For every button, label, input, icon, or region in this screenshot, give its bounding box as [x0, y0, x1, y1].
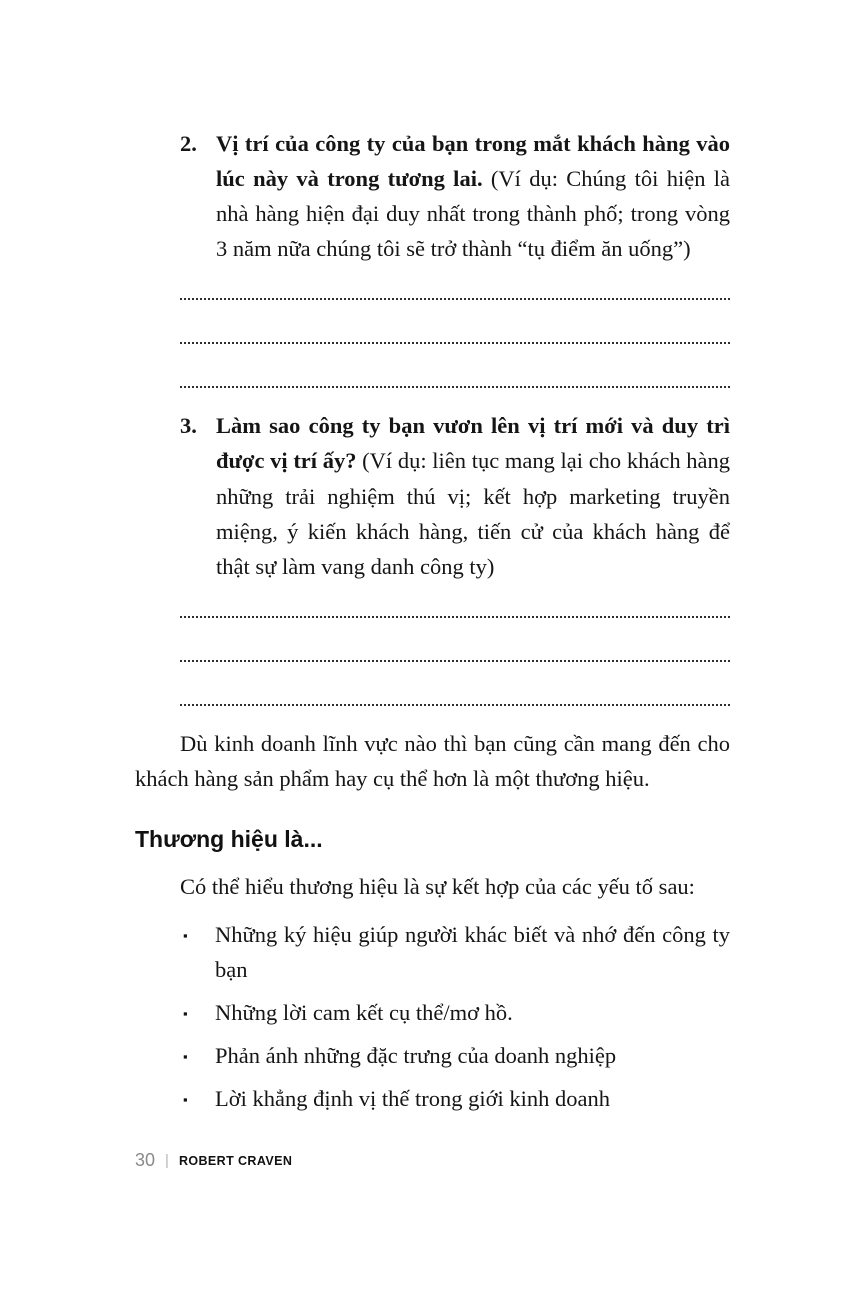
item-2-bold-text: Vị trí của công ty của bạn trong mắt khách hàng vào lúc này và trong tương lai. [216, 131, 730, 192]
bullet-icon: ▪ [183, 1048, 188, 1064]
numbered-item-2 [180, 126, 730, 266]
item-2-regular-text: (Ví dụ: Chúng tôi hiện là nhà hàng hiện đại duy nhất trong thành phố; trong vòng 3 năm nữa chúng tôi sẽ trở thành “tụ điểm ăn uống”) [216, 166, 731, 262]
list-item [183, 1039, 730, 1074]
bullet-text: Những lời cam kết cụ thể/mơ hồ. [215, 999, 513, 1025]
bullet-list [183, 918, 730, 1117]
bullet-icon: ▪ [183, 1005, 188, 1021]
intro-paragraph: Có thể hiểu thương hiệu là sự kết hợp của các yếu tố sau: [180, 874, 695, 900]
numbered-item-3 [180, 408, 730, 583]
dotted-fill-line [180, 386, 730, 388]
item-2-text [216, 126, 730, 266]
dotted-fill-line [180, 704, 730, 706]
fill-in-lines-group-1 [180, 266, 730, 388]
author-name: ROBERT CRAVEN [178, 1153, 293, 1168]
dotted-fill-line [180, 616, 730, 618]
bullet-text: Phản ánh những đặc trưng của doanh nghiệp [215, 1042, 617, 1068]
item-3-number: 3. [180, 413, 197, 439]
bullet-text: Lời khẳng định vị thế trong giới kinh doanh [215, 1085, 611, 1111]
body-paragraph: Dù kinh doanh lĩnh vực nào thì bạn cũng cần mang đến cho khách hàng sản phẩm hay cụ thể hơn là một thương hiệu. [135, 730, 730, 791]
list-item [183, 1082, 730, 1117]
item-3-bold-text: Làm sao công ty bạn vươn lên vị trí mới và duy trì được vị trí ấy? [216, 413, 730, 474]
fill-in-lines-group-2 [180, 584, 730, 706]
dotted-fill-line [180, 660, 730, 662]
item-3-text [216, 408, 730, 583]
page-footer [135, 1150, 292, 1171]
bullet-icon: ▪ [183, 1091, 188, 1107]
dotted-fill-line [180, 298, 730, 300]
list-item [183, 996, 730, 1031]
page-number: 30 [135, 1150, 156, 1170]
bullet-text: Những ký hiệu giúp người khác biết và nhớ đến công ty bạn [215, 922, 730, 982]
dotted-fill-line [180, 342, 730, 344]
bullet-icon: ▪ [183, 928, 188, 944]
item-2-number: 2. [180, 131, 197, 156]
footer-separator: | [165, 1152, 169, 1169]
section-heading: Thương hiệu là... [135, 826, 323, 853]
item-3-regular-text: (Ví dụ: liên tục mang lại cho khách hàng những trải nghiệm thú vị; kết hợp marketing truyền miệng, ý kiến khách hàng, tiến cử của khách hàng để thật sự làm vang danh công ty) [216, 448, 730, 579]
list-item [183, 918, 730, 988]
